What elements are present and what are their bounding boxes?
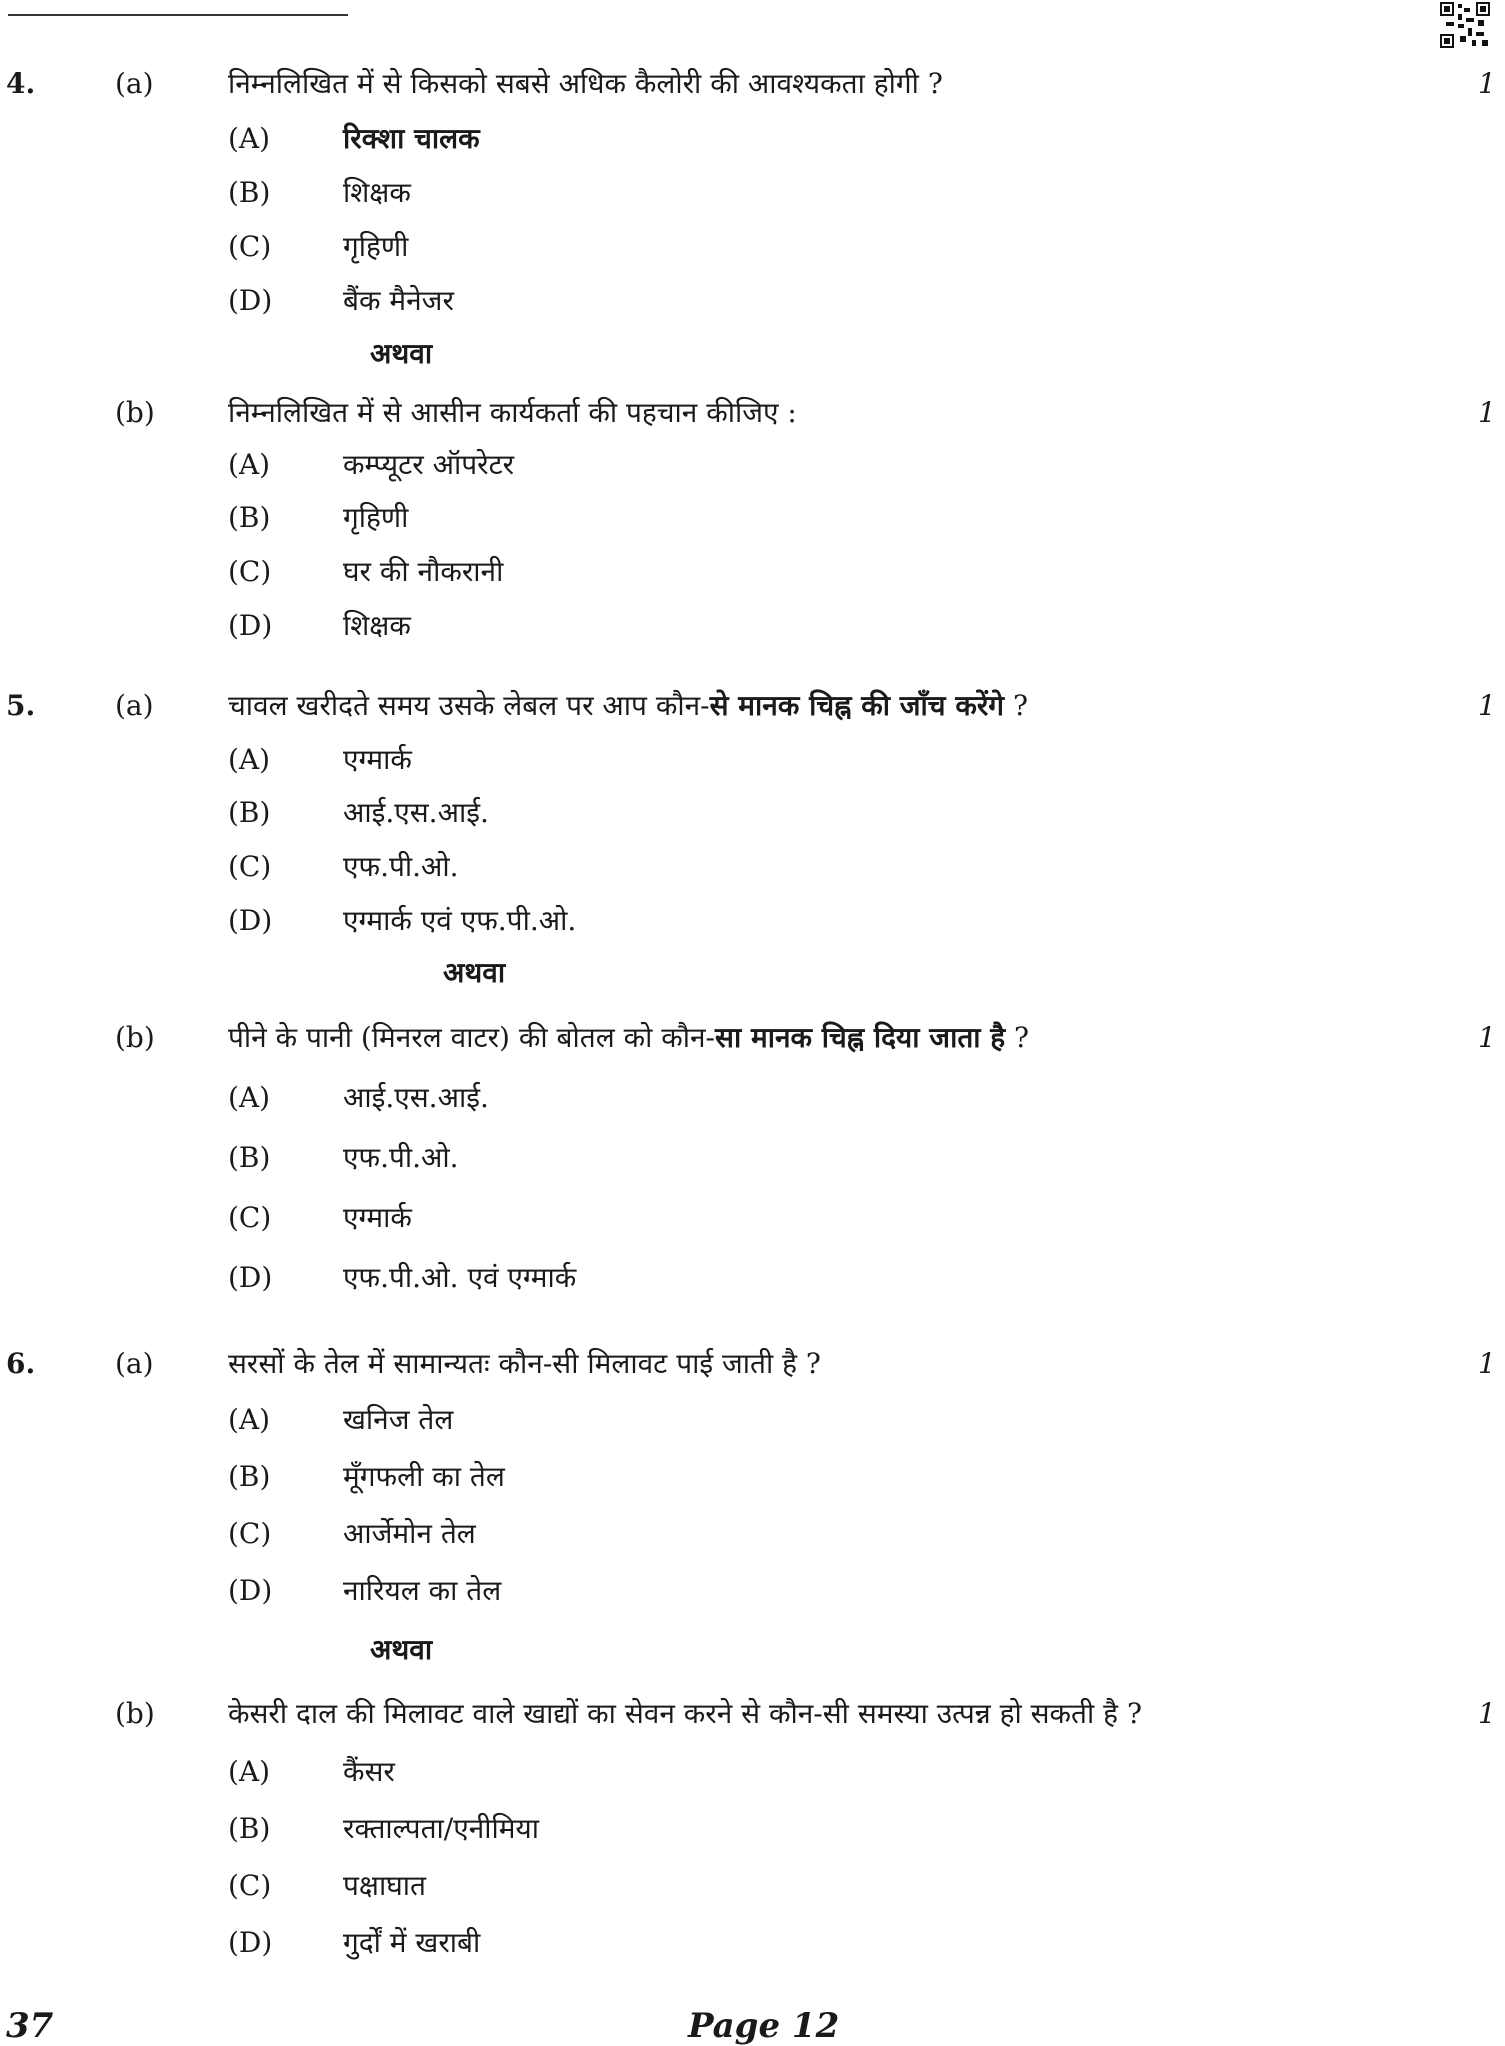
part-label: (a) [115,1347,154,1380]
option-text: आई.एस.आई. [343,796,489,829]
option-text: घर की नौकरानी [343,555,504,588]
option-letter: (D) [228,609,273,642]
option-text: मूँगफली का तेल [343,1460,505,1493]
question-6b-row [0,1694,1505,1734]
option-text: आई.एस.आई. [343,1081,489,1114]
or-label: अथवा [443,956,506,989]
option-letter: (A) [228,1403,271,1436]
question-4a-row [0,64,1505,104]
option-letter: (C) [228,1201,272,1234]
option-letter: (A) [228,448,271,481]
stem-plain: पीने के पानी (मिनरल वाटर) की बोतल को कौन- [228,1021,716,1054]
question-stem: केसरी दाल की मिलावट वाले खाद्यों का सेवन करने से कौन-सी समस्या उत्पन्न हो सकती है ? [228,1697,1142,1730]
option-text: गृहिणी [343,230,409,263]
stem-bold: से मानक चिह्न की जाँच करेंगे [709,689,1005,722]
question-stem [228,686,1028,726]
marks: 1 [1478,1697,1496,1730]
question-number: 5. [6,689,36,722]
option-text: एफ.पी.ओ. एवं एग्मार्क [343,1261,577,1294]
option-text: रिक्शा चालक [343,122,480,155]
option-letter: (A) [228,1755,271,1788]
marks: 1 [1478,67,1496,100]
marks: 1 [1478,396,1496,429]
option-letter: (A) [228,1081,271,1114]
question-stem: निम्नलिखित में से आसीन कार्यकर्ता की पहचान कीजिए : [228,396,797,429]
option-letter: (D) [228,904,273,937]
option-text: कम्प्यूटर ऑपरेटर [343,448,515,481]
part-label: (b) [115,1021,155,1054]
option-letter: (B) [228,796,271,829]
option-letter: (C) [228,230,272,263]
option-letter: (A) [228,122,271,155]
option-letter: (D) [228,1574,273,1607]
question-number: 6. [6,1347,36,1380]
option-text: एफ.पी.ओ. [343,1141,459,1174]
option-letter: (D) [228,1926,273,1959]
marks: 1 [1478,1347,1496,1380]
option-text: रक्ताल्पता/एनीमिया [343,1812,539,1845]
option-letter: (B) [228,1141,271,1174]
stem-bold: सा मानक चिह्न दिया जाता है [715,1021,1006,1054]
option-letter: (B) [228,1812,271,1845]
part-label: (b) [115,1697,155,1730]
option-letter: (D) [228,284,273,317]
option-text: गृहिणी [343,501,409,534]
option-letter: (B) [228,1460,271,1493]
option-text: आर्जेमोन तेल [343,1517,476,1550]
question-5b-row [0,1018,1505,1058]
or-label: अथवा [370,1633,433,1666]
question-6a-row [0,1344,1505,1384]
option-text: एग्मार्क [343,1201,412,1234]
marks: 1 [1478,689,1496,722]
option-text: एफ.पी.ओ. [343,850,459,883]
question-4b-row [0,393,1505,433]
stem-plain: चावल खरीदते समय उसके लेबल पर आप कौन- [228,689,710,722]
or-label: अथवा [370,337,433,370]
option-letter: (C) [228,1517,272,1550]
option-text: गुर्दों में खराबी [343,1926,481,1959]
stem-end: ? [1005,1021,1030,1054]
option-letter: (B) [228,176,271,209]
option-letter: (C) [228,850,272,883]
option-text: एग्मार्क एवं एफ.पी.ओ. [343,904,577,937]
option-text: एग्मार्क [343,743,412,776]
question-5a-row [0,686,1505,726]
page-number: Page 12 [688,2006,840,2046]
option-letter: (A) [228,743,271,776]
option-letter: (D) [228,1261,273,1294]
question-number: 4. [6,67,36,100]
option-text: बैंक मैनेजर [343,284,454,317]
option-text: शिक्षक [343,609,411,642]
question-stem: निम्नलिखित में से किसको सबसे अधिक कैलोरी की आवश्यकता होगी ? [228,67,943,100]
option-letter: (B) [228,501,271,534]
option-text: नारियल का तेल [343,1574,502,1607]
option-letter: (C) [228,555,272,588]
option-letter: (C) [228,1869,272,1902]
option-text: खनिज तेल [343,1403,454,1436]
marks: 1 [1478,1021,1496,1054]
question-stem: सरसों के तेल में सामान्यतः कौन-सी मिलावट पाई जाती है ? [228,1347,821,1380]
option-text: शिक्षक [343,176,411,209]
paper-code: 37 [6,2006,54,2046]
part-label: (a) [115,689,154,722]
part-label: (a) [115,67,154,100]
option-text: पक्षाघात [343,1869,426,1902]
option-text: कैंसर [343,1755,395,1788]
part-label: (b) [115,396,155,429]
question-stem [228,1018,1029,1058]
stem-end: ? [1004,689,1028,722]
